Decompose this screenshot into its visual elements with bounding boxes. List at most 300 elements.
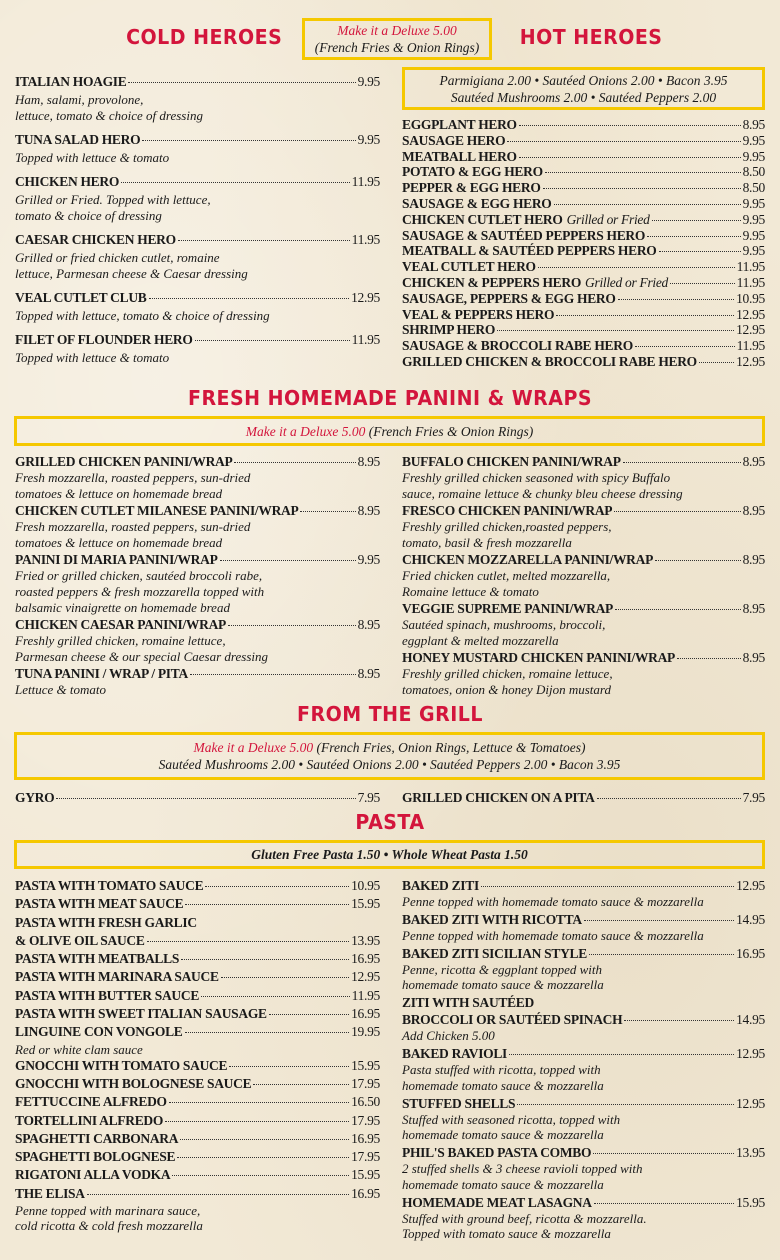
- item-description: cold ricotta & cold fresh mozzarella: [15, 1218, 203, 1234]
- item-name: VEAL CUTLET HERO: [402, 259, 536, 275]
- item-price: 14.95: [736, 1012, 765, 1028]
- grill-list-left: [15, 789, 380, 806]
- dot-leader: [178, 240, 350, 241]
- dot-leader: [165, 1121, 349, 1122]
- dot-leader: [121, 182, 350, 183]
- item-description: Red or white clam sauce: [15, 1041, 143, 1057]
- item-row: [15, 1057, 380, 1075]
- menu-item: [15, 789, 380, 806]
- item-row: [15, 288, 380, 308]
- item-price: 12.95: [736, 1095, 765, 1111]
- menu-item: [15, 1166, 380, 1184]
- item-row: [402, 307, 765, 323]
- dot-leader: [593, 1153, 734, 1154]
- dot-leader: [652, 220, 741, 221]
- item-row: [15, 330, 380, 350]
- item-description: Lettuce & tomato: [15, 682, 106, 697]
- item-description: Fried chicken cutlet, melted mozzarella,: [402, 568, 611, 583]
- dot-leader: [300, 511, 355, 512]
- item-price: 8.95: [742, 601, 765, 616]
- menu-item: [15, 665, 380, 698]
- item-name: TUNA SALAD HERO: [15, 132, 141, 147]
- grill-list-right: [402, 789, 765, 806]
- dot-leader: [556, 315, 734, 316]
- item-row: [402, 1095, 765, 1112]
- item-name: CHICKEN CUTLET MILANESE PANINI/WRAP: [15, 503, 299, 518]
- item-description: Topped with lettuce & tomato: [15, 350, 170, 365]
- menu-item: [15, 968, 380, 986]
- item-name: SAUSAGE & BROCCOLI RABE HERO: [402, 338, 633, 354]
- menu-item: [402, 212, 765, 228]
- item-price: 16.95: [736, 945, 765, 961]
- menu-item: [15, 72, 380, 124]
- menu-item: [15, 330, 380, 366]
- item-description: tomatoes, onion & honey Dijon mustard: [402, 682, 611, 697]
- item-description: Stuffed with seasoned ricotta, topped with: [402, 1111, 621, 1127]
- dot-leader: [507, 141, 740, 142]
- item-row: [15, 950, 380, 968]
- item-price: 12.95: [351, 969, 380, 985]
- item-description: Penne topped with marinara sauce,: [15, 1203, 201, 1219]
- dot-leader: [205, 886, 349, 887]
- menu-item: [15, 616, 380, 665]
- dot-leader: [538, 267, 735, 268]
- menu-item: [15, 130, 380, 166]
- item-price: 16.95: [351, 1130, 380, 1146]
- item-price: 12.95: [736, 322, 765, 338]
- menu-item: [15, 1112, 380, 1130]
- dot-leader: [618, 299, 735, 300]
- item-price: 10.95: [351, 878, 380, 893]
- item-name: CHICKEN CUTLET HERO: [402, 211, 563, 227]
- dot-leader: [147, 941, 350, 942]
- item-description: Penne, ricotta & eggplant topped with: [402, 961, 603, 977]
- menu-item: [15, 453, 380, 502]
- item-price: 15.95: [351, 1057, 380, 1073]
- dot-leader: [659, 251, 741, 252]
- menu-item: [402, 551, 765, 600]
- menu-item: [402, 649, 765, 698]
- item-price: 12.95: [736, 306, 765, 322]
- dot-leader: [543, 188, 741, 189]
- dot-leader: [554, 204, 741, 205]
- dot-leader: [180, 1139, 349, 1140]
- menu-item: [402, 502, 765, 551]
- item-row: [15, 877, 380, 895]
- pasta-options-callout: [14, 840, 765, 869]
- item-price: 12.95: [736, 1046, 765, 1062]
- item-price: 16.50: [351, 1094, 380, 1110]
- deluxe-callout: [302, 18, 492, 60]
- item-name: & OLIVE OIL SAUCE: [15, 932, 145, 948]
- item-name: PASTA WITH MARINARA SAUCE: [15, 969, 219, 985]
- menu-item: [402, 196, 765, 212]
- pasta-heading: PASTA: [355, 810, 425, 834]
- item-row: [15, 130, 380, 150]
- deluxe-details: (French Fries, Onion Rings, Lettuce & Tomatoes): [313, 740, 586, 755]
- item-description: Parmesan cheese & our special Caesar dressing: [15, 649, 268, 664]
- item-price: 10.95: [736, 290, 765, 306]
- item-name: RIGATONI ALLA VODKA: [15, 1167, 171, 1183]
- menu-item: [15, 950, 380, 968]
- pasta-list-left: [15, 877, 380, 1233]
- item-row: [15, 72, 380, 92]
- menu-item: [402, 149, 765, 165]
- item-name-prefix: PASTA WITH FRESH GARLIC: [15, 914, 197, 930]
- item-price: 11.95: [351, 232, 380, 247]
- dot-leader: [87, 1194, 349, 1195]
- item-price: 9.95: [742, 243, 765, 259]
- dot-leader: [177, 1157, 349, 1158]
- dot-leader: [670, 283, 735, 284]
- item-name: CAESAR CHICKEN HERO: [15, 232, 176, 247]
- item-price: 8.95: [357, 666, 380, 681]
- item-row: [15, 453, 380, 470]
- menu-item: [15, 1005, 380, 1023]
- item-name: BUFFALO CHICKEN PANINI/WRAP: [402, 454, 621, 469]
- item-row: [15, 551, 380, 568]
- menu-item: [402, 600, 765, 649]
- item-description: Freshly grilled chicken seasoned with spicy Buffalo: [402, 470, 671, 485]
- item-name: STUFFED SHELLS: [402, 1095, 516, 1111]
- menu-item: [15, 987, 380, 1005]
- item-row: [402, 1194, 765, 1211]
- menu-item: [15, 172, 380, 224]
- item-price: 17.95: [351, 1112, 380, 1128]
- item-name-prefix: ZITI WITH SAUTÉED: [402, 995, 534, 1011]
- item-description: Topped with lettuce, tomato & choice of dressing: [15, 308, 270, 323]
- grill-heading: FROM THE GRILL: [297, 702, 483, 726]
- item-description: Penne topped with homemade tomato sauce & mozzarella: [402, 927, 704, 943]
- item-price: 11.95: [736, 338, 765, 354]
- item-row: [15, 1075, 380, 1093]
- item-name: ITALIAN HOAGIE: [15, 74, 127, 89]
- item-name: FRESCO CHICKEN PANINI/WRAP: [402, 503, 613, 518]
- dot-leader: [647, 236, 741, 237]
- item-row: [15, 1166, 380, 1184]
- item-row: [402, 322, 765, 338]
- item-description: 2 stuffed shells & 3 cheese ravioli topped with: [402, 1161, 643, 1177]
- item-price: 12.95: [736, 878, 765, 893]
- menu-item: [15, 877, 380, 895]
- item-name: SPAGHETTI BOLOGNESE: [15, 1149, 176, 1165]
- item-row: [15, 968, 380, 986]
- item-row: [402, 117, 765, 133]
- item-name: PHIL'S BAKED PASTA COMBO: [402, 1145, 592, 1161]
- item-name: GRILLED CHICKEN & BROCCOLI RABE HERO: [402, 353, 697, 369]
- item-price: 9.95: [357, 74, 380, 89]
- item-description: balsamic vinaigrette on homemade bread: [15, 600, 230, 615]
- hot-heroes-list: [402, 117, 765, 370]
- item-description: Freshly grilled chicken,roasted peppers,: [402, 519, 612, 534]
- item-description: roasted peppers & fresh mozzarella topped with: [15, 584, 265, 599]
- menu-item: [402, 291, 765, 307]
- item-description: eggplant & melted mozzarella: [402, 633, 559, 648]
- item-name: TUNA PANINI / WRAP / PITA: [15, 666, 188, 681]
- menu-item: [402, 1194, 765, 1242]
- item-name: PASTA WITH TOMATO SAUCE: [15, 878, 204, 893]
- item-price: 16.95: [351, 1006, 380, 1022]
- item-name: MEATBALL HERO: [402, 148, 517, 164]
- item-row: [402, 243, 765, 259]
- item-row: [402, 259, 765, 275]
- item-name: PEPPER & EGG HERO: [402, 180, 541, 196]
- item-name: PASTA WITH SWEET ITALIAN SAUSAGE: [15, 1006, 267, 1022]
- item-name: GRILLED CHICKEN ON A PITA: [402, 790, 595, 805]
- dot-leader: [545, 172, 741, 173]
- item-row: [402, 196, 765, 212]
- menu-item: [402, 180, 765, 196]
- item-price: 11.95: [736, 274, 765, 290]
- item-price: 8.95: [742, 650, 765, 665]
- item-price: 13.95: [351, 932, 380, 948]
- item-description: lettuce, tomato & choice of dressing: [15, 108, 203, 123]
- item-description: sauce, romaine lettuce & chunky bleu cheese dressing: [402, 486, 683, 501]
- extras-line: Parmigiana 2.00 • Sautéed Onions 2.00 • Bacon 3.95: [439, 72, 728, 88]
- item-row: [402, 877, 765, 894]
- item-name: CHICKEN & PEPPERS HERO: [402, 274, 582, 290]
- dot-leader: [128, 82, 355, 83]
- menu-item: [15, 1093, 380, 1111]
- item-price: 11.95: [351, 332, 380, 347]
- dot-leader: [635, 346, 735, 347]
- dot-leader: [623, 462, 741, 463]
- item-name: SAUSAGE HERO: [402, 132, 506, 148]
- pasta-list-right: [402, 877, 765, 1243]
- item-name: SHRIMP HERO: [402, 322, 496, 338]
- hot-heroes-extras: [402, 67, 765, 110]
- item-name: GNOCCHI WITH BOLOGNESE SAUCE: [15, 1075, 252, 1091]
- item-price: 9.95: [742, 148, 765, 164]
- item-price: 8.50: [742, 180, 765, 196]
- hot-heroes-heading: HOT HEROES: [519, 25, 663, 49]
- item-row: [402, 911, 765, 928]
- menu-item: [402, 994, 765, 1044]
- item-note: Grilled or Fried: [566, 211, 650, 227]
- item-price: 9.95: [742, 195, 765, 211]
- dot-leader: [497, 330, 734, 331]
- dot-leader: [517, 1104, 734, 1105]
- item-price: 17.95: [351, 1149, 380, 1165]
- menu-item: [15, 1057, 380, 1075]
- item-description: tomato & choice of dressing: [15, 208, 162, 223]
- grill-deluxe-callout: [14, 732, 765, 780]
- dot-leader: [584, 920, 734, 921]
- item-name: PANINI DI MARIA PANINI/WRAP: [15, 552, 218, 567]
- menu-item: [402, 259, 765, 275]
- item-description: homemade tomato sauce & mozzarella: [402, 1127, 604, 1143]
- item-note: Grilled or Fried: [585, 274, 668, 290]
- item-row: [402, 180, 765, 196]
- item-name: HOMEMADE MEAT LASAGNA: [402, 1194, 592, 1210]
- item-row: [402, 1011, 765, 1028]
- item-name: VEAL CUTLET CLUB: [15, 290, 147, 305]
- menu-item: [15, 502, 380, 551]
- item-name-line: [15, 914, 380, 932]
- item-name: BAKED ZITI: [402, 878, 479, 893]
- dot-leader: [220, 560, 356, 561]
- item-price: 11.95: [351, 987, 380, 1003]
- dot-leader: [597, 798, 741, 799]
- item-price: 7.95: [357, 790, 380, 805]
- item-description: homemade tomato sauce & mozzarella: [402, 977, 604, 993]
- menu-item: [402, 453, 765, 502]
- deluxe-price: Make it a Deluxe 5.00: [245, 423, 366, 439]
- item-row: [402, 133, 765, 149]
- item-price: 15.95: [351, 896, 380, 912]
- dot-leader: [142, 140, 355, 141]
- pasta-options: Gluten Free Pasta 1.50 • Whole Wheat Pasta 1.50: [251, 847, 528, 862]
- item-description: Fresh mozzarella, roasted peppers, sun-dried: [15, 470, 251, 485]
- item-row: [402, 789, 765, 806]
- panini-heading: FRESH HOMEMADE PANINI & WRAPS: [187, 386, 593, 410]
- item-name: POTATO & EGG HERO: [402, 164, 543, 180]
- menu-item: [402, 1095, 765, 1143]
- item-price: 19.95: [351, 1024, 380, 1040]
- item-row: [15, 1112, 380, 1130]
- item-row: [402, 453, 765, 470]
- item-description: homemade tomato sauce & mozzarella: [402, 1077, 604, 1093]
- menu-item: [15, 1148, 380, 1166]
- menu-item: [15, 895, 380, 913]
- item-row: [402, 551, 765, 568]
- item-description: Fresh mozzarella, roasted peppers, sun-dried: [15, 519, 251, 534]
- item-row: [15, 789, 380, 806]
- item-description: Freshly grilled chicken, romaine lettuce,: [402, 666, 613, 681]
- item-name: CHICKEN CAESAR PANINI/WRAP: [15, 617, 226, 632]
- item-price: 9.95: [357, 132, 380, 147]
- item-name-line: [402, 994, 765, 1011]
- menu-item: [402, 307, 765, 323]
- dot-leader: [181, 959, 349, 960]
- item-name: FILET OF FLOUNDER HERO: [15, 332, 193, 347]
- item-name: CHICKEN HERO: [15, 174, 120, 189]
- item-name: SAUSAGE & SAUTÉED PEPPERS HERO: [402, 227, 646, 243]
- panini-list-left: [15, 453, 380, 698]
- item-description: Freshly grilled chicken, romaine lettuce,: [15, 633, 226, 648]
- item-price: 8.95: [357, 503, 380, 518]
- menu-item: [402, 1045, 765, 1093]
- item-price: 8.95: [742, 454, 765, 469]
- menu-item: [15, 288, 380, 324]
- item-row: [15, 665, 380, 682]
- item-row: [15, 172, 380, 192]
- dot-leader: [169, 1102, 349, 1103]
- item-description: Stuffed with ground beef, ricotta & mozzarella.: [402, 1210, 647, 1226]
- dot-leader: [56, 798, 355, 799]
- item-description: Topped with lettuce & tomato: [15, 150, 170, 165]
- deluxe-price: Make it a Deluxe 5.00: [337, 23, 457, 38]
- item-price: 12.95: [351, 290, 380, 305]
- item-price: 7.95: [742, 790, 765, 805]
- item-row: [402, 945, 765, 962]
- item-row: [402, 502, 765, 519]
- item-name: SPAGHETTI CARBONARA: [15, 1130, 179, 1146]
- item-price: 15.95: [351, 1167, 380, 1183]
- item-name: PASTA WITH BUTTER SAUCE: [15, 987, 200, 1003]
- item-row: [15, 1185, 380, 1203]
- item-row: [402, 338, 765, 354]
- dot-leader: [509, 1054, 734, 1055]
- dot-leader: [519, 157, 741, 158]
- dot-leader: [624, 1020, 734, 1021]
- item-name: BAKED ZITI SICILIAN STYLE: [402, 945, 587, 961]
- menu-item: [402, 164, 765, 180]
- dot-leader: [221, 977, 349, 978]
- menu-item: [15, 230, 380, 282]
- menu-item: [15, 1023, 380, 1056]
- dot-leader: [185, 904, 349, 905]
- item-name: HONEY MUSTARD CHICKEN PANINI/WRAP: [402, 650, 675, 665]
- dot-leader: [195, 340, 350, 341]
- dot-leader: [519, 125, 741, 126]
- cold-heroes-list: [15, 72, 380, 372]
- menu-item: [402, 228, 765, 244]
- menu-item: [15, 914, 380, 951]
- item-price: 16.95: [351, 951, 380, 967]
- item-description: Sautéed spinach, mushrooms, broccoli,: [402, 617, 606, 632]
- item-price: 8.95: [742, 503, 765, 518]
- item-description: tomatoes & lettuce on homemade bread: [15, 486, 223, 501]
- item-price: 8.95: [742, 117, 765, 132]
- extras-line: Sautéed Mushrooms 2.00 • Sautéed Peppers 2.00: [450, 89, 717, 105]
- menu-item: [15, 551, 380, 616]
- menu-item: [402, 911, 765, 944]
- deluxe-price: Make it a Deluxe 5.00: [193, 740, 314, 755]
- item-name: VEAL & PEPPERS HERO: [402, 306, 555, 322]
- dot-leader: [699, 362, 734, 363]
- item-row: [402, 1045, 765, 1062]
- menu-item: [15, 1130, 380, 1148]
- dot-leader: [481, 886, 734, 887]
- cold-heroes-heading: COLD HEROES: [126, 25, 283, 49]
- item-price: 12.95: [736, 353, 765, 369]
- item-row: [15, 1005, 380, 1023]
- item-row: [15, 1130, 380, 1148]
- item-name: GYRO: [15, 790, 55, 805]
- menu-item: [402, 945, 765, 993]
- item-name: MEATBALL & SAUTÉED PEPPERS HERO: [402, 243, 657, 259]
- item-description: Pasta stuffed with ricotta, topped with: [402, 1062, 601, 1078]
- item-name: LINGUINE CON VONGOLE: [15, 1024, 183, 1040]
- item-description: Add Chicken 5.00: [402, 1028, 495, 1044]
- item-row: [15, 987, 380, 1005]
- menu-item: [402, 1144, 765, 1192]
- item-row: [402, 600, 765, 617]
- item-row: [402, 228, 765, 244]
- dot-leader: [594, 1203, 734, 1204]
- menu-item: [15, 1185, 380, 1233]
- item-description: Penne topped with homemade tomato sauce & mozzarella: [402, 894, 704, 909]
- item-row: [15, 1148, 380, 1166]
- item-name: BAKED ZITI WITH RICOTTA: [402, 911, 582, 927]
- panini-list-right: [402, 453, 765, 698]
- item-description: Grilled or Fried. Topped with lettuce,: [15, 192, 211, 207]
- dot-leader: [614, 511, 740, 512]
- item-price: 9.95: [742, 227, 765, 243]
- item-name: BAKED RAVIOLI: [402, 1046, 508, 1062]
- item-row: [402, 164, 765, 180]
- menu-item: [402, 243, 765, 259]
- item-description: Fried or grilled chicken, sautéed broccoli rabe,: [15, 568, 263, 583]
- item-name: BROCCOLI OR SAUTÉED SPINACH: [402, 1012, 623, 1028]
- item-row: [402, 275, 765, 291]
- menu-item: [402, 117, 765, 133]
- dot-leader: [149, 298, 350, 299]
- item-price: 16.95: [351, 1185, 380, 1201]
- item-row: [15, 230, 380, 250]
- item-description: tomato, basil & fresh mozzarella: [402, 535, 572, 550]
